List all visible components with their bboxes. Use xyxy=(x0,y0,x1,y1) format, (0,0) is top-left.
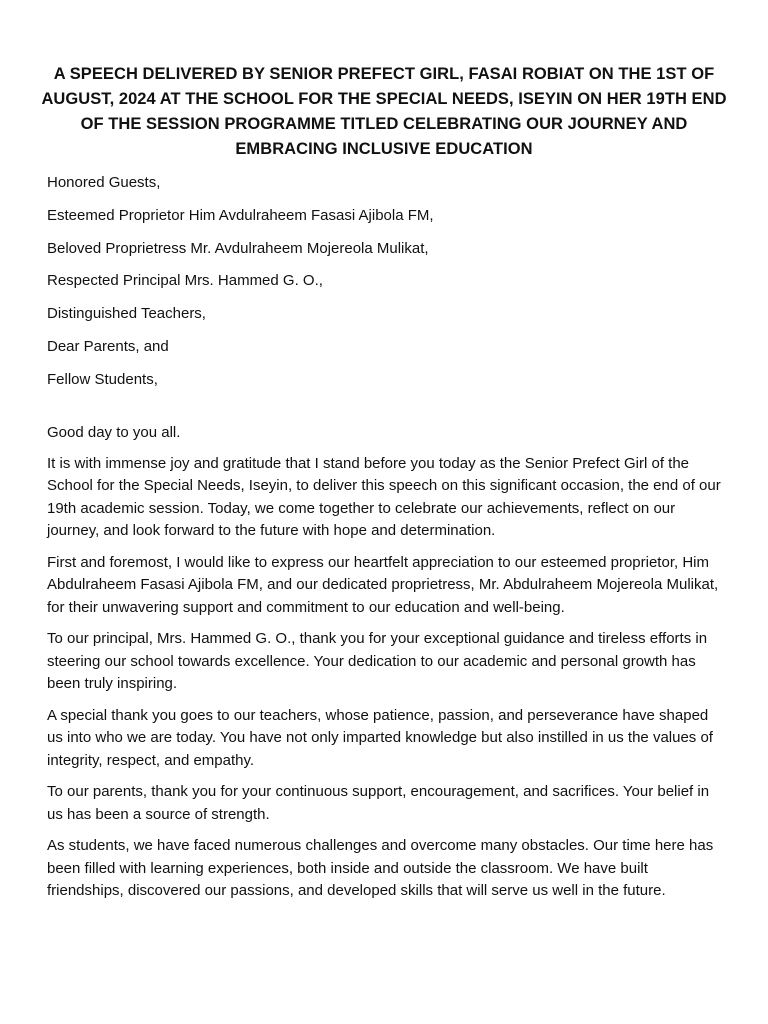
paragraph: As students, we have faced numerous challenges and overcome many obstacles. Our time here has been filled with learning experiences, both inside and outside the classroom. We have built friendships, discovered our passions, and developed skills that will serve us well in the future. xyxy=(47,837,714,900)
salutation-line: Honored Guests, xyxy=(47,174,161,191)
salutation-line: Respected Principal Mrs. Hammed G. O., xyxy=(47,272,323,290)
salutation-line: Esteemed Proprietor Him Avdulraheem Fasasi Ajibola FM, xyxy=(47,206,434,224)
salutation-line: Beloved Proprietress Mr. Avdulraheem Mojereola Mulikat, xyxy=(47,239,429,257)
salutation-line: Distinguished Teachers, xyxy=(47,305,206,323)
salutation-line: Dear Parents, and xyxy=(47,337,169,355)
paragraph: First and foremost, I would like to express our heartfelt appreciation to our esteemed proprietor, Him Abdulraheem Fasasi Ajibola FM, and our dedicated proprietress, Mr. Abdulraheem Mojereola Mulikat, for their unwavering support and commitment to our education and well-being. xyxy=(47,553,719,616)
salutation-line: Fellow Students, xyxy=(47,370,158,388)
speech-body xyxy=(47,172,723,912)
paragraph: To our parents, thank you for your continuous support, encouragement, and sacrifices. Your belief in us has been a source of strength. xyxy=(47,783,710,823)
greeting: Good day to you all. xyxy=(47,423,181,441)
paragraph: It is with immense joy and gratitude that I stand before you today as the Senior Prefect Girl of the School for the Special Needs, Iseyin, to deliver this speech on this significant occasion, the end of our 19th academic session. Today, we come together to celebrate our achievements, reflect on our journey, and look forward to the future with hope and determination. xyxy=(47,454,721,540)
salutation-list xyxy=(47,172,723,402)
speech-title: A SPEECH DELIVERED BY SENIOR PREFECT GIRL, FASAI ROBIAT ON THE 1ST OF AUGUST, 2024 AT THE SCHOOL FOR THE SPECIAL NEEDS, ISEYIN ON HER 19TH END OF THE SESSION PROGRAMME TITLED CELEBRATING OUR JOURNEY AND EMBRACING INCLUSIVE EDUCATION xyxy=(41,65,727,158)
paragraph: To our principal, Mrs. Hammed G. O., thank you for your exceptional guidance and tireless efforts in steering our school towards excellence. Your dedication to our academic and personal growth has been truly inspiring. xyxy=(47,630,708,693)
paragraph: A special thank you goes to our teachers, whose patience, passion, and perseverance have shaped us into who we are today. You have not only imparted knowledge but also instilled in us the values of integrity, respect, and empathy. xyxy=(47,706,713,769)
